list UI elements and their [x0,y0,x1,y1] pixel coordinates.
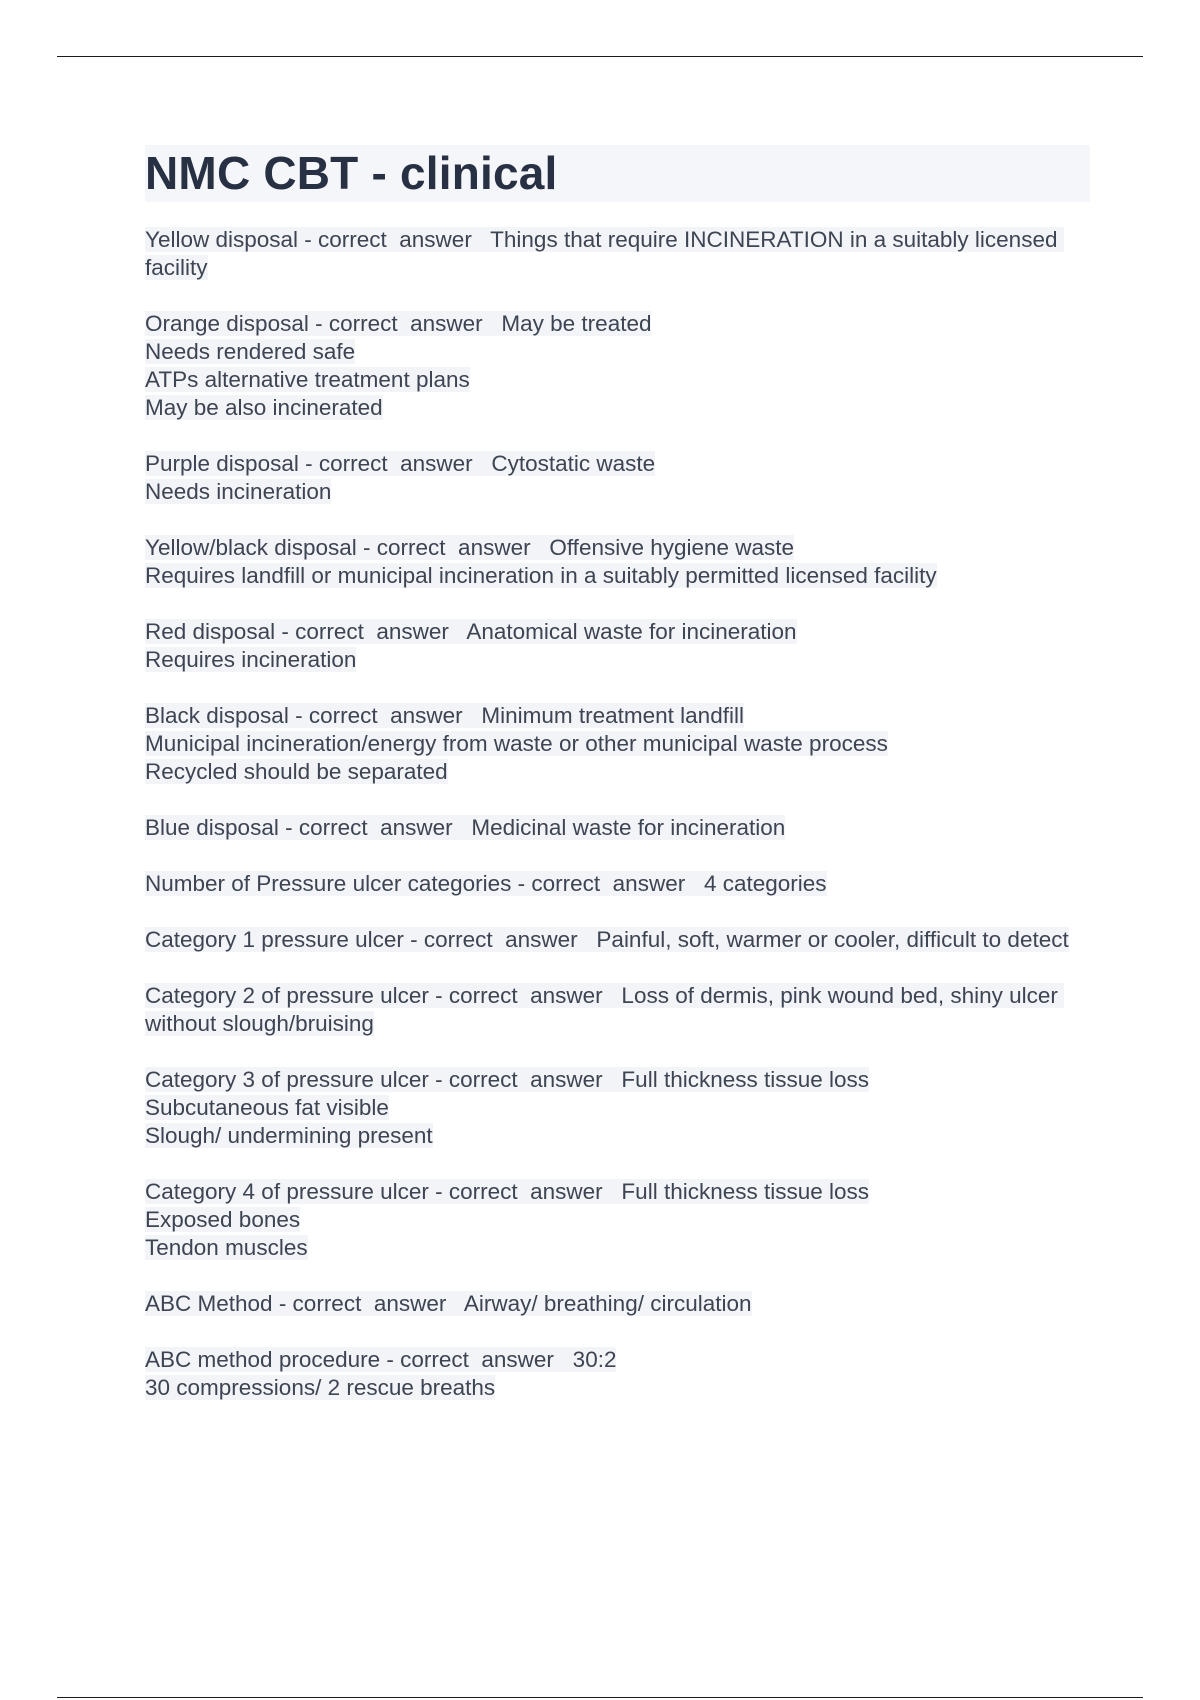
flashcard-entry [145,226,1090,282]
entry-line: Needs rendered safe [145,339,356,364]
entry-line: ATPs alternative treatment plans [145,367,470,392]
flashcard-entry [145,534,1090,590]
entry-line: Slough/ undermining present [145,1123,433,1148]
flashcard-entry [145,926,1090,954]
flashcard-entry [145,618,1090,674]
entry-line: Yellow/black disposal - correct answer Offensive hygiene waste [145,535,795,560]
entry-line: Recycled should be separated [145,759,448,784]
entry-line: Needs incineration [145,479,332,504]
entry-line: May be also incinerated [145,395,383,420]
flashcard-entry [145,1066,1090,1150]
entry-line: Category 4 of pressure ulcer - correct answer Full thickness tissue loss [145,1179,870,1204]
entry-line: ABC Method - correct answer Airway/ breathing/ circulation [145,1291,752,1316]
entry-line: Orange disposal - correct answer May be treated [145,311,652,336]
flashcard-entry [145,1290,1090,1318]
flashcard-entry [145,702,1090,786]
flashcard-entry [145,982,1090,1038]
page-title: NMC CBT - clinical [145,145,1090,202]
entry-line: Category 3 of pressure ulcer - correct answer Full thickness tissue loss [145,1067,870,1092]
entry-line: Exposed bones [145,1207,301,1232]
entry-line: Requires landfill or municipal incineration in a suitably permitted licensed facility [145,563,937,588]
entry-line: Black disposal - correct answer Minimum treatment landfill [145,703,744,728]
entry-line: Category 1 pressure ulcer - correct answer Painful, soft, warmer or cooler, difficult to detect [145,927,1069,952]
entry-line: Purple disposal - correct answer Cytostatic waste [145,451,656,476]
entry-line: Yellow disposal - correct answer Things that require INCINERATION in a suitably licensed facility [145,227,1064,280]
flashcard-entry [145,310,1090,422]
entry-line: 30 compressions/ 2 rescue breaths [145,1375,496,1400]
flashcard-entry [145,870,1090,898]
entry-line: Requires incineration [145,647,357,672]
flashcard-entry [145,450,1090,506]
flashcard-entry [145,1346,1090,1402]
footer-rule [57,1697,1143,1698]
flashcard-entry [145,814,1090,842]
entry-line: Subcutaneous fat visible [145,1095,389,1120]
document-body [145,145,1090,1430]
entry-line: Category 2 of pressure ulcer - correct answer Loss of dermis, pink wound bed, shiny ulcer without slough/bruising [145,983,1065,1036]
entry-line: Municipal incineration/energy from waste or other municipal waste process [145,731,888,756]
flashcard-entry [145,1178,1090,1262]
header-rule [57,56,1143,57]
entry-line: Number of Pressure ulcer categories - correct answer 4 categories [145,871,827,896]
entry-line: ABC method procedure - correct answer 30:2 [145,1347,617,1372]
entry-line: Red disposal - correct answer Anatomical waste for incineration [145,619,797,644]
entry-line: Blue disposal - correct answer Medicinal waste for incineration [145,815,786,840]
entry-line: Tendon muscles [145,1235,308,1260]
